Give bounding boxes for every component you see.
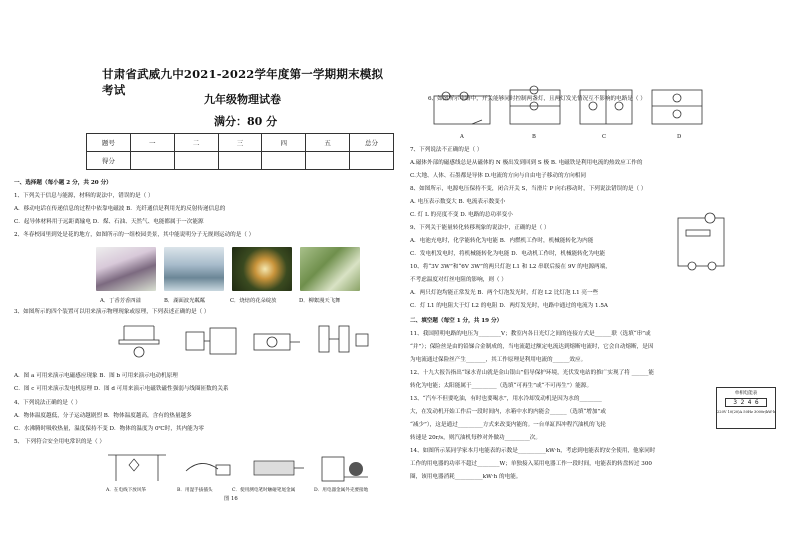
circuit-label: C bbox=[602, 134, 607, 140]
question-line: 转速是 20r/s，则汽油机每秒对外做功_________次。 bbox=[410, 435, 541, 441]
exam-title: 甘肃省武威九中2021-2022学年度第一学期期末模拟考试 bbox=[102, 67, 384, 97]
question-line: C．图 c 可用来演示发电机原理 D．图 d 可用来演示电磁铁磁性强弱与线圈匝数的关系 bbox=[14, 386, 229, 392]
lake-photo bbox=[164, 247, 224, 291]
photo-caption: C．烧焙的花朵绽放 bbox=[230, 298, 277, 304]
question-line: 8、如图所示，电源电压保持不变，闭合开关 S，当滑片 P 向右移动时，下列说法错误的是（ ） bbox=[410, 186, 647, 192]
question-line: C．水沸腾时吸收热量，温度保持不变 D．物体的温度为 0℃时，其内能为零 bbox=[14, 426, 204, 432]
question-line: 7、下列说法不正确的是（ ） bbox=[410, 147, 483, 153]
question-line: A. 电压表示数变大 B. 电流表示数变小 bbox=[410, 199, 506, 205]
question-line: 3、如图所示的四个装置可以用来演示物理现象或原理，下列表述正确的是（ ） bbox=[14, 309, 210, 315]
score-cell: 得分 bbox=[87, 152, 131, 170]
question-line: 14、如图所示某同学家本月电能表的示数是__________kW·h，考虑到电能表的安全使用，他家同时 bbox=[410, 448, 656, 454]
exam-subtitle: 九年级物理试卷 bbox=[204, 93, 281, 106]
figure-b bbox=[186, 328, 236, 354]
meter-spec: 220V 10(20)A 50Hz 3000r/kW·h bbox=[717, 410, 776, 414]
score-blank bbox=[174, 152, 218, 170]
question-line: C. 灯 L 的亮度不变 D. 电路的总功率变小 bbox=[410, 212, 513, 218]
kite-figure bbox=[108, 455, 166, 481]
question-line: 11、我国照明电路的电压为________V；教室内各日光灯之间的连接方式是______联（选填“串”或 bbox=[410, 331, 651, 337]
appliance-figure bbox=[322, 457, 368, 481]
left-column bbox=[14, 0, 394, 550]
question-line: 为电流通过保险丝产生_______，其工作原理是利用电流的______效应。 bbox=[410, 357, 587, 363]
lilac-photo bbox=[96, 247, 156, 291]
question-line: A．移动电话在传递信息的过程中依靠电磁波 B．光纤通信是利用光的反射传递信息的 bbox=[14, 206, 226, 212]
energy-meter bbox=[716, 387, 776, 429]
score-cell: 四 bbox=[262, 134, 306, 152]
circuit-c bbox=[580, 90, 632, 124]
question-line: 2、冬春校园里到处是花的地方，如图所示的一组校园美景，其中能说明分子无规则运动的是（ ） bbox=[14, 232, 255, 238]
campus-photos bbox=[96, 247, 368, 291]
right-column bbox=[410, 0, 790, 550]
safety-caption: C．使用测电笔时触碰笔尾金属 bbox=[232, 488, 296, 493]
safety-caption: A．在电线下放风筝 bbox=[106, 488, 147, 493]
figure-c bbox=[254, 334, 300, 350]
question-line: C.大地、人体、石墨都是导体 D.电流的方向与自由电子移动的方向相同 bbox=[410, 173, 586, 179]
photo-caption: A．丁香芳香四溢 bbox=[100, 298, 141, 304]
question-line: 12、十九大报告指出“绿水青山就是金山银山”倡导保护环境，光伏发电站的推广实现了将 ______能 bbox=[410, 370, 654, 376]
safety-caption: B．用湿手拔插头 bbox=[177, 488, 213, 493]
section-heading: 一、选择题（每小题 2 分，共 20 分） bbox=[14, 180, 112, 186]
circuit-d bbox=[652, 90, 702, 124]
circuit-options bbox=[430, 84, 720, 136]
meter-digits: 3 2 4 6 bbox=[725, 398, 767, 407]
score-blank bbox=[262, 152, 306, 170]
circuit-b bbox=[510, 86, 560, 124]
circuit-label: B bbox=[532, 134, 536, 140]
question-line: C．灯 L1 的电阻大于灯 L2 的电阻 D．两灯发光时，电路中通过的电流为 1.5A bbox=[410, 303, 608, 309]
question-line: A．图 a 可用来演示电磁感应现象 B．图 b 可用来演示电动机原理 bbox=[14, 373, 178, 379]
score-cell: 三 bbox=[218, 134, 262, 152]
question-line: 圈，该用电器消耗__________kW·h 的电能。 bbox=[410, 474, 522, 480]
catkin-photo bbox=[300, 247, 360, 291]
score-cell: 题号 bbox=[87, 134, 131, 152]
score-blank bbox=[218, 152, 262, 170]
question-line: A.磁体外部的磁感线总是从磁体的 N 极出发到回到 S 极 B. 电磁铁是利用电流的热效应工作的 bbox=[410, 160, 643, 166]
safety-figures bbox=[106, 451, 376, 485]
figure-d bbox=[319, 326, 368, 352]
question-line: 6、如图所示电路中，开关能够同时控制两盏灯，且两灯发光情况互不影响的电路是（ ） bbox=[428, 96, 646, 102]
score-cell: 五 bbox=[306, 134, 350, 152]
photo-caption: B．湖面波光粼粼 bbox=[164, 298, 205, 304]
circuit-a bbox=[434, 92, 490, 124]
question-line: C．发电机发电时，将机械能转化为电能 D．电动机工作时，机械能转化为电能 bbox=[410, 251, 606, 257]
plug-figure bbox=[186, 463, 230, 475]
question-line: 1、下列关于信息与能源，材料的说法中，错误的是（ ） bbox=[14, 193, 154, 199]
score-blank bbox=[130, 152, 174, 170]
score-cell: 二 bbox=[174, 134, 218, 152]
score-value-row bbox=[87, 152, 394, 170]
flower-photo bbox=[232, 247, 292, 291]
question-line: 13、“汽车不但要吃油，有时也要喝水”，用水冷却发动机是因为水的________ bbox=[410, 396, 602, 402]
question-line: 4、下列说法正确的是（ ） bbox=[14, 400, 81, 406]
score-table bbox=[86, 133, 394, 170]
question-line: 工作的用电器的功率不超过________W；单独接入某用电器工作一段时间，电能表的转盘转过 300 bbox=[410, 461, 652, 467]
circuit-label: D bbox=[677, 134, 682, 140]
safety-caption: D．用电器金属外壳要接地 bbox=[314, 488, 369, 493]
question-line: 5、 下列符合安全用电常识的是（ ） bbox=[14, 439, 106, 445]
question-line: A．物体温度越低，分子运动越剧烈 B．物体温度越高，含有的热量越多 bbox=[14, 413, 192, 419]
question-line: A．电池充电时，化学能转化为电能 B．内燃机工作时，机械能转化为内能 bbox=[410, 238, 594, 244]
question-line: A．两只灯泡均能正常发光 B．两个灯泡发光时，灯泡 L2 比灯泡 L1 亮一些 bbox=[410, 290, 599, 296]
score-header-row bbox=[87, 134, 394, 152]
question-line: 10、将“3V 3W”和“6V 3W”的两只灯泡 L1 和 L2 串联后接在 9V 的电源两端， bbox=[410, 264, 611, 270]
experiment-figures bbox=[114, 320, 374, 364]
figure-number: 图 16 bbox=[224, 496, 238, 502]
q8-circuit bbox=[672, 210, 732, 272]
question-line: 大，在发动机开始工作后一段时间内，水箱中水的内能会______（选填“增加”或 bbox=[410, 409, 606, 415]
score-blank bbox=[350, 152, 394, 170]
question-line: 不考虑温度对灯丝电阻的影响，则（ ） bbox=[410, 277, 507, 283]
photo-caption: D．柳絮漫天飞舞 bbox=[299, 298, 341, 304]
question-line: C．起导体材料用于远距离输电 D．煤、石油、天然气、电能都属于一次能源 bbox=[14, 219, 204, 225]
meter-title: 单相电能表 bbox=[734, 391, 758, 396]
score-cell: 总分 bbox=[350, 134, 394, 152]
full-score: 满分：80 分 bbox=[214, 115, 278, 128]
question-line: “并”）；保险丝是由的铅锑合金制成的，当电流超过额定电流达到熔断电流时，它会自动熔断，是因 bbox=[410, 344, 654, 350]
circuit-label: A bbox=[460, 134, 464, 140]
section-heading: 二、填空题（每空 1 分，共 19 分） bbox=[410, 318, 503, 324]
score-blank bbox=[306, 152, 350, 170]
question-line: “减少”），这是通过_________方式来改变内能的。一台单缸四冲程汽油机的飞轮 bbox=[410, 422, 606, 428]
figure-a bbox=[119, 326, 159, 357]
tester-figure bbox=[254, 461, 304, 475]
score-cell: 一 bbox=[130, 134, 174, 152]
question-line: 转化为电能；太阳能属于_________（选填“可再生”或“不可再生”）能源。 bbox=[410, 383, 593, 389]
question-line: 9、下列关于能量转化转移现象的说法中，正确的是（ ） bbox=[410, 225, 550, 231]
